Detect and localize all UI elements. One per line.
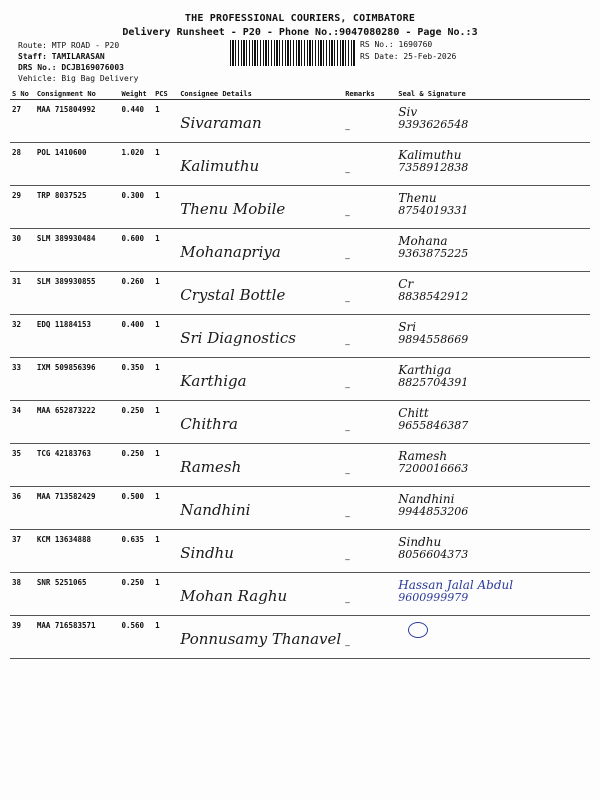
- consignee-cell: [178, 573, 343, 616]
- weight-value: 0.600: [119, 229, 153, 272]
- pieces-value: 1: [153, 186, 178, 229]
- col-header: Consignment No: [35, 88, 120, 100]
- consignee-signature-text: Sindhu: [180, 544, 234, 562]
- remarks-cell: [343, 444, 396, 487]
- remarks-cell: [343, 143, 396, 186]
- seal-signature-cell: [396, 186, 590, 229]
- remarks-cell: [343, 358, 396, 401]
- seal-phone: 8754019331: [398, 204, 469, 217]
- seal-name: Ramesh: [398, 449, 448, 463]
- consignee-signature-text: Chithra: [180, 415, 238, 433]
- seal-signature-cell: [396, 229, 590, 272]
- consignment-number: SLM 389930484: [35, 229, 120, 272]
- weight-value: 0.440: [119, 100, 153, 143]
- seal-name: Sri: [398, 320, 417, 334]
- serial-number: 29: [10, 186, 35, 229]
- seal-phone: 8825704391: [398, 376, 469, 389]
- table-header-row: [10, 88, 590, 100]
- seal-stamp-icon: [408, 622, 428, 638]
- table-row: [10, 272, 590, 315]
- remarks-cell: [343, 487, 396, 530]
- seal-name: Sindhu: [398, 535, 442, 549]
- remarks-cell: [343, 401, 396, 444]
- rs-date: RS Date: 25-Feb-2026: [360, 52, 457, 61]
- seal-phone: 9393626548: [398, 118, 469, 131]
- consignee-cell: [178, 315, 343, 358]
- vehicle-label: Vehicle: Big Bag Delivery: [18, 74, 139, 83]
- pieces-value: 1: [153, 487, 178, 530]
- serial-number: 35: [10, 444, 35, 487]
- consignee-signature-text: Ramesh: [180, 458, 242, 476]
- seal-signature-cell: [396, 272, 590, 315]
- seal-name: Hassan Jalal Abdul: [398, 578, 514, 592]
- seal-name: Siv: [398, 105, 418, 119]
- seal-name: Mohana: [398, 234, 448, 248]
- seal-name: Chitt: [398, 406, 429, 420]
- serial-number: 30: [10, 229, 35, 272]
- weight-value: 0.250: [119, 573, 153, 616]
- consignment-number: TRP 8037525: [35, 186, 120, 229]
- remarks-dash: —: [345, 383, 350, 392]
- consignment-number: POL 1410600: [35, 143, 120, 186]
- company-title: THE PROFESSIONAL COURIERS, COIMBATORE: [184, 13, 416, 24]
- consignee-cell: [178, 143, 343, 186]
- remarks-dash: —: [345, 512, 350, 521]
- consignee-cell: [178, 530, 343, 573]
- remarks-cell: [343, 229, 396, 272]
- consignee-cell: [178, 487, 343, 530]
- remarks-cell: [343, 100, 396, 143]
- table-row: [10, 358, 590, 401]
- pieces-value: 1: [153, 573, 178, 616]
- remarks-cell: [343, 573, 396, 616]
- consignee-cell: [178, 358, 343, 401]
- seal-signature-cell: [396, 530, 590, 573]
- remarks-dash: —: [345, 641, 350, 650]
- col-header: Weight: [119, 88, 153, 100]
- consignee-cell: [178, 100, 343, 143]
- col-header: S No: [10, 88, 35, 100]
- weight-value: 0.635: [119, 530, 153, 573]
- seal-signature-cell: [396, 401, 590, 444]
- serial-number: 31: [10, 272, 35, 315]
- serial-number: 37: [10, 530, 35, 573]
- table-row: [10, 315, 590, 358]
- weight-value: 1.020: [119, 143, 153, 186]
- consignee-signature-text: Sri Diagnostics: [180, 329, 296, 347]
- barcode-image: [230, 40, 355, 66]
- remarks-cell: [343, 530, 396, 573]
- consignee-cell: [178, 401, 343, 444]
- consignment-number: KCM 13634888: [35, 530, 120, 573]
- consignee-cell: [178, 229, 343, 272]
- table-row: [10, 487, 590, 530]
- col-header: Consignee Details: [178, 88, 343, 100]
- seal-phone: 8838542912: [398, 290, 469, 303]
- consignment-number: MAA 713582429: [35, 487, 120, 530]
- remarks-cell: [343, 616, 396, 659]
- consignee-signature-text: Ponnusamy Thanavel: [180, 630, 342, 648]
- remarks-dash: —: [345, 598, 350, 607]
- drs-label: DRS No.: DCJB169076003: [18, 63, 124, 72]
- seal-signature-cell: [396, 616, 590, 659]
- runsheet-table: [10, 88, 590, 659]
- pieces-value: 1: [153, 315, 178, 358]
- runsheet-title: Delivery Runsheet - P20 - Phone No.:9047080280 - Page No.:3: [122, 27, 478, 38]
- table-row: [10, 100, 590, 143]
- consignee-signature-text: Mohan Raghu: [180, 587, 288, 605]
- table-row: [10, 444, 590, 487]
- remarks-dash: —: [345, 340, 350, 349]
- seal-signature-cell: [396, 100, 590, 143]
- pieces-value: 1: [153, 530, 178, 573]
- serial-number: 28: [10, 143, 35, 186]
- consignee-signature-text: Karthiga: [180, 372, 247, 390]
- seal-name: Nandhini: [398, 492, 455, 506]
- table-row: [10, 143, 590, 186]
- serial-number: 27: [10, 100, 35, 143]
- consignee-signature-text: Mohanapriya: [180, 243, 281, 261]
- remarks-dash: —: [345, 297, 350, 306]
- serial-number: 36: [10, 487, 35, 530]
- seal-signature-cell: [396, 573, 590, 616]
- seal-phone: 7200016663: [398, 462, 469, 475]
- consignment-number: IXM 509856396: [35, 358, 120, 401]
- pieces-value: 1: [153, 401, 178, 444]
- weight-value: 0.400: [119, 315, 153, 358]
- consignment-number: TCG 42183763: [35, 444, 120, 487]
- consignee-cell: [178, 444, 343, 487]
- consignment-number: MAA 715804992: [35, 100, 120, 143]
- serial-number: 38: [10, 573, 35, 616]
- seal-name: Kalimuthu: [398, 148, 462, 162]
- consignment-number: SNR 5251065: [35, 573, 120, 616]
- remarks-cell: [343, 186, 396, 229]
- pieces-value: 1: [153, 616, 178, 659]
- seal-phone: 9363875225: [398, 247, 469, 260]
- weight-value: 0.300: [119, 186, 153, 229]
- pieces-value: 1: [153, 444, 178, 487]
- consignment-number: MAA 716583571: [35, 616, 120, 659]
- table-row: [10, 573, 590, 616]
- seal-phone: 7358912838: [398, 161, 469, 174]
- remarks-dash: —: [345, 555, 350, 564]
- pieces-value: 1: [153, 229, 178, 272]
- table-row: [10, 401, 590, 444]
- pieces-value: 1: [153, 143, 178, 186]
- remarks-dash: —: [345, 254, 350, 263]
- seal-phone: 9944853206: [398, 505, 469, 518]
- col-header: PCS: [153, 88, 178, 100]
- weight-value: 0.500: [119, 487, 153, 530]
- seal-signature-cell: [396, 358, 590, 401]
- remarks-dash: —: [345, 469, 350, 478]
- seal-signature-cell: [396, 315, 590, 358]
- table-row: [10, 530, 590, 573]
- consignment-number: SLM 389930855: [35, 272, 120, 315]
- remarks-dash: —: [345, 168, 350, 177]
- route-label: Route: MTP ROAD - P20: [18, 41, 120, 50]
- consignee-cell: [178, 616, 343, 659]
- consignment-number: EDQ 11884153: [35, 315, 120, 358]
- staff-label: Staff: TAMILARASAN: [18, 52, 105, 61]
- meta-block: [18, 40, 138, 84]
- consignee-cell: [178, 272, 343, 315]
- serial-number: 32: [10, 315, 35, 358]
- consignment-number: MAA 652873222: [35, 401, 120, 444]
- seal-signature-cell: [396, 143, 590, 186]
- remarks-cell: [343, 315, 396, 358]
- weight-value: 0.260: [119, 272, 153, 315]
- remarks-dash: —: [345, 211, 350, 220]
- weight-value: 0.560: [119, 616, 153, 659]
- weight-value: 0.250: [119, 444, 153, 487]
- seal-name: Thenu: [398, 191, 437, 205]
- remarks-cell: [343, 272, 396, 315]
- seal-phone: 9894558669: [398, 333, 469, 346]
- table-row: [10, 229, 590, 272]
- seal-signature-cell: [396, 444, 590, 487]
- seal-phone: 9655846387: [398, 419, 469, 432]
- pieces-value: 1: [153, 358, 178, 401]
- col-header: Remarks: [343, 88, 396, 100]
- serial-number: 34: [10, 401, 35, 444]
- weight-value: 0.250: [119, 401, 153, 444]
- seal-name: Karthiga: [398, 363, 452, 377]
- seal-signature-cell: [396, 487, 590, 530]
- remarks-dash: —: [345, 426, 350, 435]
- seal-phone: 9600999979: [398, 591, 469, 604]
- table-row: [10, 186, 590, 229]
- weight-value: 0.350: [119, 358, 153, 401]
- consignee-signature-text: Crystal Bottle: [180, 286, 286, 304]
- consignee-signature-text: Kalimuthu: [180, 157, 260, 175]
- table-row: [10, 616, 590, 659]
- consignee-cell: [178, 186, 343, 229]
- consignee-signature-text: Nandhini: [180, 501, 251, 519]
- consignee-signature-text: Thenu Mobile: [180, 200, 286, 218]
- consignee-signature-text: Sivaraman: [180, 114, 262, 132]
- serial-number: 33: [10, 358, 35, 401]
- seal-name: Cr: [398, 277, 414, 291]
- serial-number: 39: [10, 616, 35, 659]
- seal-phone: 8056604373: [398, 548, 469, 561]
- pieces-value: 1: [153, 100, 178, 143]
- rs-number: RS No.: 1690760: [360, 40, 433, 49]
- remarks-dash: —: [345, 125, 350, 134]
- pieces-value: 1: [153, 272, 178, 315]
- col-header: Seal & Signature: [396, 88, 590, 100]
